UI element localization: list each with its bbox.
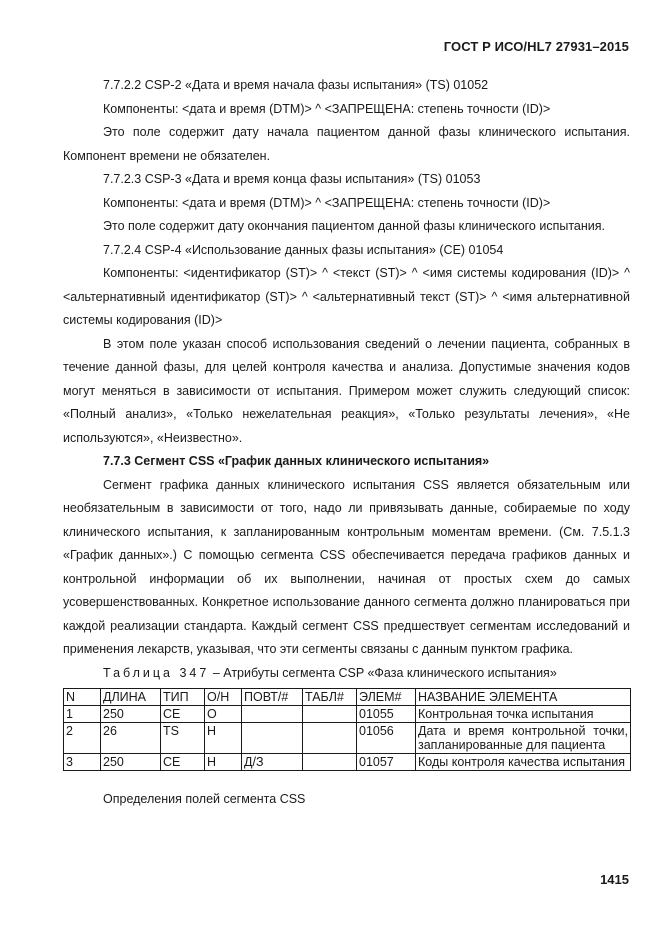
table-cell: CE xyxy=(161,706,205,723)
table-cell: Н xyxy=(205,754,242,771)
table-caption-label: Таблица 347 xyxy=(103,665,210,680)
column-header: ПОВТ/# xyxy=(242,689,303,706)
body-paragraph: В этом поле указан способ использования сведений о лечении пациента, собранных в течение данной фазы, для целей контроля качества и анализа. Допустимые значения кодов могут меняться в зависимости от испытания. Примером может служить следующий список: «Полный анализ», «Только нежелательная реакция», «Только результаты лечения», «Не используются», «Неизвестно». xyxy=(63,336,630,445)
table-cell: Коды контроля качества испытания xyxy=(416,754,631,771)
table-cell xyxy=(303,754,357,771)
body-paragraph: Сегмент графика данных клинического испытания CSS является обязательным или необязательным в зависимости от того, надо ли привязывать данные, собираемые по ходу клинического испытания, к запланированным контрольным моментам времени. (См. 7.5.1.3 «График данных».) С помощью сегмента CSS обеспечивается передача графиков данных и контрольной информации об их выполнении, начиная от простых схем до самых усовершенствованных. Конкретное использование данного сегмента должно планироваться при каждой реализации стандарта. Каждый сегмент CSS предшествует сегментам исследований и применения лекарств, указывая, что эти сегменты связаны с данным пунктом графика. xyxy=(63,477,630,656)
table-cell: O xyxy=(205,706,242,723)
table-cell: 3 xyxy=(64,754,101,771)
body-paragraph: Это поле содержит дату начала пациентом данной фазы клинического испытания. Компонент времени не обязателен. xyxy=(63,125,630,163)
table-cell xyxy=(242,723,303,754)
column-header: НАЗВАНИЕ ЭЛЕМЕНТА xyxy=(416,689,631,706)
column-header: ДЛИНА xyxy=(101,689,161,706)
field-definitions-heading: Определения полей сегмента CSS xyxy=(103,792,306,806)
clause-heading-7-7-2-3: 7.7.2.3 CSP-3 «Дата и время конца фазы испытания» (TS) 01053 xyxy=(103,172,481,186)
table-cell: 01057 xyxy=(357,754,416,771)
body-paragraph: Это поле содержит дату окончания пациентом данной фазы клинического испытания. xyxy=(103,219,606,233)
section-heading-7-7-3: 7.7.3 Сегмент CSS «График данных клинического испытания» xyxy=(103,454,490,468)
table-row xyxy=(64,754,631,771)
column-header: N xyxy=(64,689,101,706)
column-header: ТИП xyxy=(161,689,205,706)
table-cell xyxy=(303,706,357,723)
components-line: Компоненты: <дата и время (DTM)> ^ <ЗАПРЕЩЕНА: степень точности (ID)> xyxy=(103,101,551,116)
table-caption-text: – Атрибуты сегмента CSP «Фаза клинического испытания» xyxy=(212,665,557,680)
table-caption xyxy=(63,662,630,686)
document-header: ГОСТ Р ИСО/HL7 27931–2015 xyxy=(443,39,629,54)
table-cell xyxy=(303,723,357,754)
table-cell: 250 xyxy=(101,706,161,723)
table-cell: 2 xyxy=(64,723,101,754)
table-cell: Дата и время контрольной точки, запланированные для пациента xyxy=(416,723,631,754)
table-cell: 1 xyxy=(64,706,101,723)
table-cell: Н xyxy=(205,723,242,754)
column-header: О/Н xyxy=(205,689,242,706)
table-header-row xyxy=(64,689,631,706)
main-content xyxy=(63,74,630,812)
column-header: ЭЛЕМ# xyxy=(357,689,416,706)
table-row xyxy=(64,706,631,723)
table-cell: 01056 xyxy=(357,723,416,754)
components-line: Компоненты: <идентификатор (ST)> ^ <текст (ST)> ^ <имя системы кодирования (ID)> ^ <альтернативный идентификатор (ST)> ^ <альтернативный текст (ST)> ^ <имя альтернативной системы кодирования (ID)> xyxy=(63,266,630,327)
clause-heading-7-7-2-4: 7.7.2.4 CSP-4 «Использование данных фазы испытания» (CE) 01054 xyxy=(103,242,504,257)
attributes-table xyxy=(63,688,631,771)
clause-heading-7-7-2-2: 7.7.2.2 CSP-2 «Дата и время начала фазы испытания» (TS) 01052 xyxy=(103,78,489,92)
table-cell: Контрольная точка испытания xyxy=(416,706,631,723)
page-number: 1415 xyxy=(600,872,629,887)
table-cell: TS xyxy=(161,723,205,754)
components-line: Компоненты: <дата и время (DTM)> ^ <ЗАПРЕЩЕНА: степень точности (ID)> xyxy=(103,195,551,210)
table-cell: CE xyxy=(161,754,205,771)
table-cell xyxy=(242,706,303,723)
table-cell: Д/З xyxy=(242,754,303,771)
table-row xyxy=(64,723,631,754)
table-cell: 01055 xyxy=(357,706,416,723)
column-header: ТАБЛ# xyxy=(303,689,357,706)
table-cell: 250 xyxy=(101,754,161,771)
table-cell: 26 xyxy=(101,723,161,754)
